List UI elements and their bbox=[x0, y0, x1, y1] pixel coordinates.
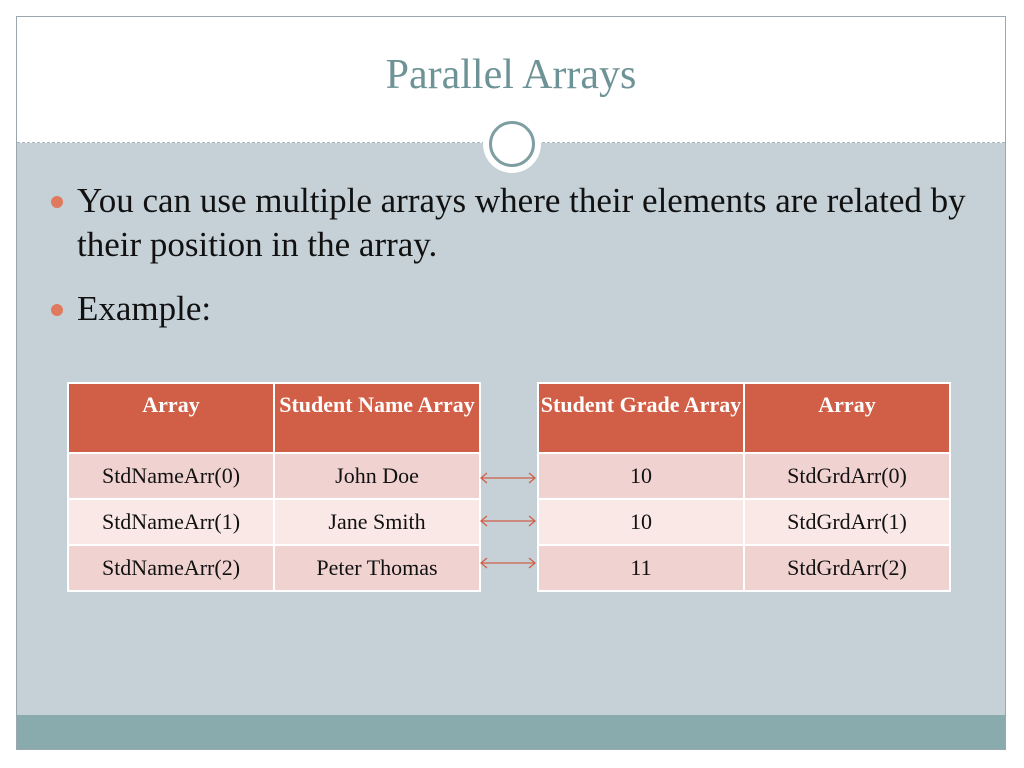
table-cell: StdNameArr(2) bbox=[68, 545, 274, 591]
table-row bbox=[68, 499, 480, 545]
slide bbox=[16, 16, 1006, 750]
table-row bbox=[538, 499, 950, 545]
bullet-item bbox=[51, 179, 981, 267]
double-arrow-icon bbox=[479, 471, 537, 485]
bullet-list bbox=[51, 179, 981, 331]
table-header-row bbox=[538, 383, 950, 453]
bullet-dot-icon bbox=[51, 196, 63, 208]
table-cell: John Doe bbox=[274, 453, 480, 499]
table-cell: StdGrdArr(1) bbox=[744, 499, 950, 545]
double-arrow-icon bbox=[479, 556, 537, 570]
table-row bbox=[68, 545, 480, 591]
double-arrow-icon bbox=[479, 514, 537, 528]
table-cell: 11 bbox=[538, 545, 744, 591]
bullet-item bbox=[51, 287, 981, 331]
bullet-text: You can use multiple arrays where their elements are related by their position in the array. bbox=[77, 181, 966, 264]
table-header-row bbox=[68, 383, 480, 453]
table-header-cell: Student Name Array bbox=[274, 383, 480, 453]
student-name-table bbox=[67, 382, 481, 592]
table-cell: Jane Smith bbox=[274, 499, 480, 545]
circle-ornament-icon bbox=[489, 121, 535, 167]
table-header-cell: Array bbox=[68, 383, 274, 453]
bullet-text: Example: bbox=[77, 289, 212, 328]
table-cell: 10 bbox=[538, 453, 744, 499]
table-cell: Peter Thomas bbox=[274, 545, 480, 591]
table-cell: 10 bbox=[538, 499, 744, 545]
table-cell: StdNameArr(1) bbox=[68, 499, 274, 545]
student-grade-table bbox=[537, 382, 951, 592]
table-row bbox=[68, 453, 480, 499]
table-header-cell: Array bbox=[744, 383, 950, 453]
bullet-dot-icon bbox=[51, 304, 63, 316]
table-header-cell: Student Grade Array bbox=[538, 383, 744, 453]
slide-title: Parallel Arrays bbox=[385, 52, 637, 98]
table-cell: StdGrdArr(0) bbox=[744, 453, 950, 499]
table-row bbox=[538, 545, 950, 591]
table-cell: StdGrdArr(2) bbox=[744, 545, 950, 591]
footer-bar bbox=[17, 715, 1005, 750]
table-row bbox=[538, 453, 950, 499]
table-cell: StdNameArr(0) bbox=[68, 453, 274, 499]
